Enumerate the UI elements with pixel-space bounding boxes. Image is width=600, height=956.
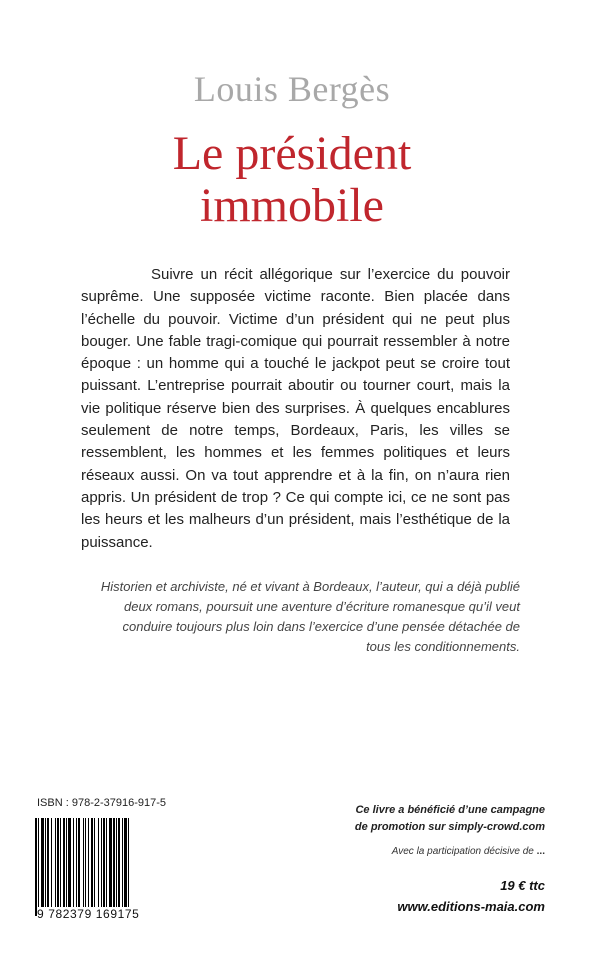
synopsis-paragraph: Suivre un récit allégorique sur l’exercice du pouvoir suprême. Une supposée victime raconte. Bien placée dans l’échelle du pouvoir. Victime d’un président qui ne peut plus bouger. Une fable tragi-comique qui pourrait ressembler à notre époque : un homme qui a touché le jackpot peut se croire tout puissant. L’entreprise pourrait aboutir ou tourner court, mais la vie politique réserve bien des surprises. À quelques encablures seulement de notre temps, Bordeaux, Paris, les villes se ressemblent, les hommes et les femmes politiques et leurs réseaux aussi. On va tout apprendre et à la fin, on n’aura rien appris. Un président de trop ? Ce qui compte ici, ce ne sont pas les heurs et les malheurs d’un président, mais l’esthétique de la puissance. [81,266,510,551]
promotion-note [305,802,545,836]
book-title-line-2: immobile [200,179,384,232]
participation-note [305,846,545,857]
participation-text: Avec la participation décisive de [391,846,534,857]
barcode-image [33,818,169,916]
barcode-digits: 9 782379 169175 [37,907,167,921]
book-title [0,128,584,232]
participation-ellipsis: ... [536,846,545,857]
promotion-note-line-1: Ce livre a bénéficié d’une campagne [355,804,545,816]
price-label: 19 € ttc [500,878,545,893]
author-bio: Historien et archiviste, né et vivant à Bordeaux, l’auteur, qui a déjà publié deux romans, poursuit une aventure d’écriture romanesque qu’il veut conduire toujours plus loin dans l’exercice d’une pensée détachée de tous les conditionnements. [100,579,520,654]
isbn-label: ISBN : 978-2-37916-917-5 [37,797,167,809]
book-title-line-1: Le président [172,127,412,180]
promotion-note-line-2: de promotion sur simply-crowd.com [354,821,545,833]
author-name: Louis Bergès [193,69,391,109]
publisher-website: www.editions-maia.com [397,899,545,914]
